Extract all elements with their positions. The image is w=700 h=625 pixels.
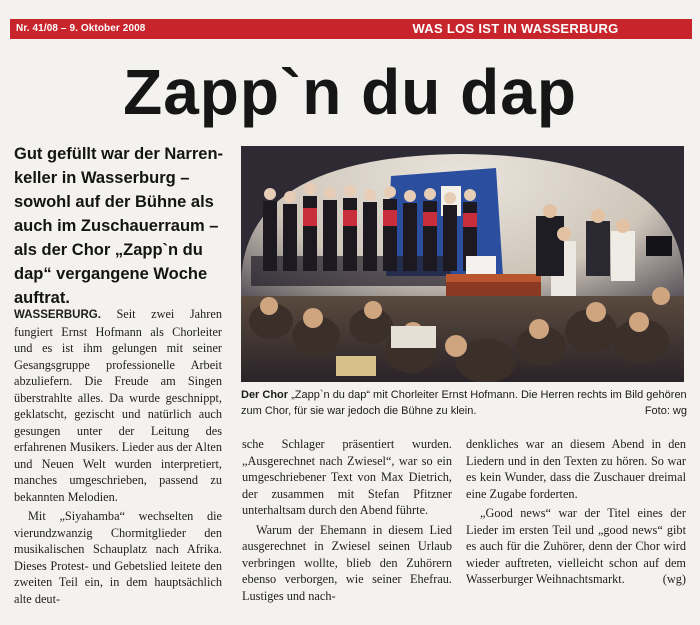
article-column-1: [14, 306, 222, 607]
section-title: WAS LOS IST IN WASSERBURG: [339, 19, 692, 39]
dateline: WASSERBURG.: [14, 309, 101, 321]
paragraph: [466, 505, 686, 588]
caption-lead: Der Chor: [241, 389, 289, 401]
paragraph: denkliches war an diesem Abend in den Liedern und in den Texten zu hören. So war es kein Wunder, dass die Zuschauer dreimal eine Zugabe forderten.: [466, 437, 686, 501]
caption-text: „Zapp`n du dap“ mit Chorleiter Ernst Hofmann. Die Herren rechts im Bild gehören zum Chor, für sie war jedoch die Bühne zu klein.: [241, 389, 687, 417]
issue-date: Nr. 41/08 – 9. Oktober 2008: [16, 23, 146, 34]
author-signature: (wg): [662, 572, 686, 586]
photo-caption: [241, 387, 687, 419]
paragraph: [14, 306, 222, 505]
paragraph-text: „Good news“ war der Titel eines der Lieder im ersten Teil und „good news“ gibt es auch für die Zuhörer, denn der Chor wird wieder auftreten, vielleicht schon auf dem Wasserburger Weihnachtsmarkt.: [466, 506, 686, 586]
lead-paragraph: Gut gefüllt war der Narren-keller in Wasserburg – sowohl auf der Bühne als auch im Zuschauerraum – als der Chor „Zapp`n du dap“ vergangene Woche auftrat.: [14, 145, 224, 307]
paragraph-text: Seit zwei Jahren fungiert Ernst Hofmann als Chorleiter und es ist ihm gelungen mit seiner Gesangsgruppe professionelle Arbeit abzuliefern. Die Freude am Singen überstrahlte alles. Da wurde geschnippt, geklatscht, gezischt und natürlich auch gesungen unter der Leitung des erfahrenen Musikers. Lieder aus der Alten und Neuen Welt wurden interpretiert, manches umgeschrieben, passend zu bekannten Melodien.: [14, 307, 222, 504]
photo-credit: Foto: wg: [644, 405, 687, 417]
paragraph: sche Schlager präsentiert wurden. „Ausgerechnet nach Zwiesel“, war so ein umgeschriebener Text von Max Dietrich, der zusammen mit Stefan Pfitzner unterhaltsam durch den Abend führte.: [242, 437, 452, 517]
paragraph: Mit „Siyahamba“ wechselten die vierundzwanzig Chormitglieder den musikalischen Schauplatz nach Afrika. Dieses Protest- und Gebetslied leitete den zweiten Teil ein, in dem hauptsächlich alte deut-: [14, 509, 222, 606]
choir-photo-image: [241, 146, 684, 382]
choir-photo: [241, 146, 684, 382]
article-column-3: [466, 436, 686, 588]
paragraph: Warum der Ehemann in diesem Lied ausgerechnet in Zwiesel seinen Urlaub verbringen wollte, blieb den Zuhörern ebenso verborgen, wie seiner Ehefrau. Lustiges und nach-: [242, 522, 452, 603]
article-column-2: [242, 436, 452, 604]
headline: Zapp`n du dap: [123, 56, 577, 128]
